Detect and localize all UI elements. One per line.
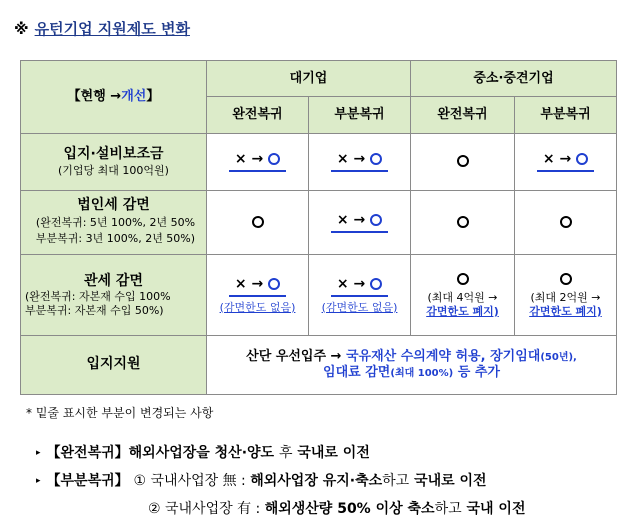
- bullet-partial-return-2: ② 국내사업장 有 : 해외생산량 50% 이상 축소하고 국내 이전: [148, 501, 526, 517]
- reference-mark: ※: [14, 20, 29, 38]
- circle-icon: [370, 278, 382, 290]
- cell-tax-sme-partial: [515, 190, 617, 255]
- row-header-corporate-tax: 법인세 감면 (완전복귀: 5년 100%, 2년 50% 부분복귀: 3년 100%, 2년 50%): [21, 190, 207, 255]
- cell-tax-large-partial: × →: [309, 190, 411, 255]
- cell-subsidy-large-partial: × →: [309, 133, 411, 190]
- table-corner-header: 【현행 →개선】: [21, 61, 207, 134]
- row-header-subsidy: 입지·설비보조금 (기업당 최대 100억원): [21, 133, 207, 190]
- subheader-large-partial: 부분복귀: [309, 97, 411, 133]
- title-text: 유턴기업 지원제도 변화: [34, 20, 190, 38]
- circle-icon: [560, 273, 572, 285]
- circle-icon: [457, 155, 469, 167]
- cell-subsidy-large-full: × →: [207, 133, 309, 190]
- footnote: * 밑줄 표시한 부분이 변경되는 사항: [26, 406, 214, 420]
- cell-subsidy-sme-full: [411, 133, 515, 190]
- group-header-large: 대기업: [207, 61, 411, 97]
- subheader-sme-partial: 부분복귀: [515, 97, 617, 133]
- cell-subsidy-sme-partial: × →: [515, 133, 617, 190]
- cell-tax-sme-full: [411, 190, 515, 255]
- circle-icon: [560, 216, 572, 228]
- cell-tax-large-full: [207, 190, 309, 255]
- row-header-site: 입지지원: [21, 336, 207, 395]
- cell-customs-sme-partial: (최대 2억원 → 감면한도 폐지): [515, 255, 617, 336]
- support-comparison-table: [20, 60, 617, 395]
- circle-icon: [576, 153, 588, 165]
- subheader-sme-full: 완전복귀: [411, 97, 515, 133]
- bullet-partial-return-1: ▸ 【부분복귀】 ① 국내사업장 無 : 해외사업장 유지·축소하고 국내로 이전: [36, 473, 487, 489]
- cell-customs-large-full: × → (감면한도 없음): [207, 255, 309, 336]
- circle-icon: [268, 278, 280, 290]
- group-header-sme: 중소·중견기업: [411, 61, 617, 97]
- circle-icon: [457, 216, 469, 228]
- subheader-large-full: 완전복귀: [207, 97, 309, 133]
- circle-icon: [370, 153, 382, 165]
- circle-icon: [457, 273, 469, 285]
- circle-icon: [268, 153, 280, 165]
- cell-site-support: 산단 우선입주 → 국유재산 수의계약 허용, 장기임대(50년), 임대료 감면(최대 100%) 등 추가: [207, 336, 617, 395]
- cell-customs-large-partial: × → (감면한도 없음): [309, 255, 411, 336]
- page-title: [14, 18, 190, 39]
- cell-customs-sme-full: (최대 4억원 → 감면한도 폐지): [411, 255, 515, 336]
- bullet-full-return: ▸ 【완전복귀】해외사업장을 청산·양도 후 국내로 이전: [36, 445, 370, 461]
- row-header-customs: 관세 감면 (완전복귀: 자본재 수입 100% 부분복귀: 자본재 수입 50%): [21, 255, 207, 336]
- circle-icon: [252, 216, 264, 228]
- circle-icon: [370, 214, 382, 226]
